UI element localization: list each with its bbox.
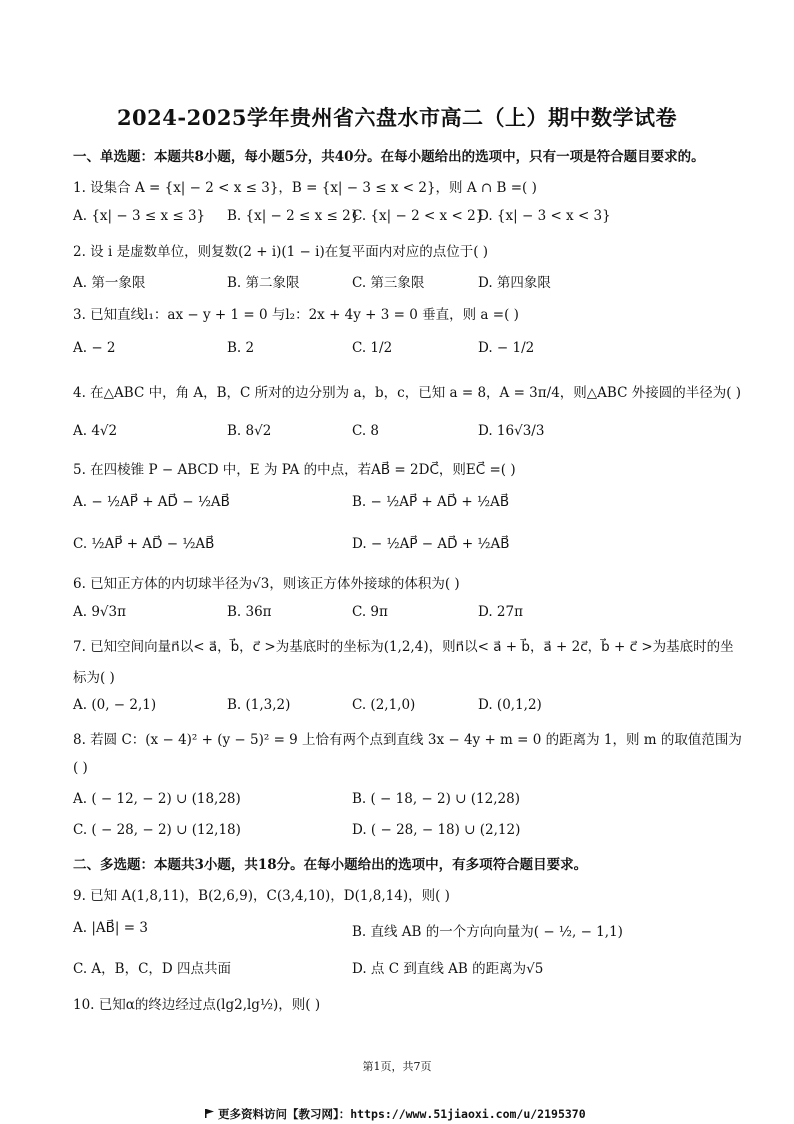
question-1-option-b: B. {x| − 2 ≤ x ≤ 2} xyxy=(227,208,360,224)
question-6-stem: 6. 已知正方体的内切球半径为√3，则该正方体外接球的体积为( ) xyxy=(73,576,460,592)
question-8-option-b: B. ( − 18, − 2) ∪ (12,28) xyxy=(352,791,520,807)
question-10-stem: 10. 已知α的终边经过点(lg2,lg½)，则( ) xyxy=(73,997,321,1013)
question-2-option-d: D. 第四象限 xyxy=(478,275,551,291)
question-2-stem: 2. 设 i 是虚数单位，则复数(2 + i)(1 − i)在复平面内对应的点位于( ) xyxy=(73,244,489,260)
page-title: 2024-2025学年贵州省六盘水市高二（上）期中数学试卷 xyxy=(116,105,678,130)
question-7-stem-continued: 标为( ) xyxy=(73,670,115,686)
question-4-option-d: D. 16√3/3 xyxy=(478,423,545,439)
question-2-option-c: C. 第三象限 xyxy=(352,275,425,291)
page-number: 第1页，共7页 xyxy=(362,1060,432,1073)
flag-icon xyxy=(205,1109,214,1118)
question-1-option-d: D. {x| − 3 < x < 3} xyxy=(478,208,611,224)
question-7-stem: 7. 已知空间向量n⃗以< a⃗，b⃗，c⃗ >为基底时的坐标为(1,2,4)，则n⃗以< a⃗ + b⃗，a⃗ + 2c⃗，b⃗ + c⃗ >为基底时的坐 xyxy=(73,639,734,655)
question-4-option-a: A. 4√2 xyxy=(73,423,118,439)
question-1-option-a: A. {x| − 3 ≤ x ≤ 3} xyxy=(73,208,206,224)
question-3-option-d: D. − 1/2 xyxy=(478,340,535,356)
question-5-option-a: A. − ½AP⃗ + AD⃗ − ½AB⃗ xyxy=(73,494,230,510)
question-5-option-b: B. − ½AP⃗ + AD⃗ + ½AB⃗ xyxy=(352,494,510,510)
section-multiple-choice-heading: 二、多选题：本题共3小题，共18分。在每小题给出的选项中，有多项符合题目要求。 xyxy=(73,857,588,873)
question-4-option-b: B. 8√2 xyxy=(227,423,272,439)
question-1-option-c: C. {x| − 2 < x < 2} xyxy=(352,208,485,224)
question-5-option-c: C. ½AP⃗ + AD⃗ − ½AB⃗ xyxy=(73,536,215,552)
question-2-option-b: B. 第二象限 xyxy=(227,275,300,291)
question-8-stem-continued: ( ) xyxy=(73,760,88,776)
question-5-option-d: D. − ½AP⃗ − AD⃗ + ½AB⃗ xyxy=(352,536,510,552)
question-9-option-c: C. A，B，C，D 四点共面 xyxy=(73,961,232,977)
question-6-option-c: C. 9π xyxy=(352,604,388,620)
question-3-stem: 3. 已知直线l₁：ax − y + 1 = 0 与l₂：2x + 4y + 3 = 0 垂直，则 a =( ) xyxy=(73,307,519,323)
resource-link-text[interactable]: 更多资料访问【教习网】：https://www.51jiaoxi.com/u/2195370 xyxy=(218,1107,586,1121)
question-4-stem: 4. 在△ABC 中，角 A，B，C 所对的边分别为 a，b，c，已知 a = 8，A = 3π/4，则△ABC 外接圆的半径为( ) xyxy=(73,385,742,401)
question-8-stem: 8. 若圆 C：(x − 4)² + (y − 5)² = 9 上恰有两个点到直线 3x − 4y + m = 0 的距离为 1，则 m 的取值范围为 xyxy=(73,732,742,748)
question-6-option-a: A. 9√3π xyxy=(73,604,126,620)
resource-link[interactable] xyxy=(205,1106,586,1122)
question-7-option-d: D. (0,1,2) xyxy=(478,697,542,713)
question-8-option-a: A. ( − 12, − 2) ∪ (18,28) xyxy=(73,791,241,807)
question-9-stem: 9. 已知 A(1,8,11)，B(2,6,9)，C(3,4,10)，D(1,8,14)，则( ) xyxy=(73,888,450,904)
question-9-option-b: B. 直线 AB 的一个方向向量为( − ½, − 1,1) xyxy=(352,924,623,940)
question-1-stem: 1. 设集合 A = {x| − 2 < x ≤ 3}，B = {x| − 3 ≤ x < 2}，则 A ∩ B =( ) xyxy=(73,180,537,196)
question-7-option-b: B. (1,3,2) xyxy=(227,697,291,713)
section-single-choice-heading: 一、单选题：本题共8小题，每小题5分，共40分。在每小题给出的选项中，只有一项是符合题目要求的。 xyxy=(73,149,705,165)
question-8-option-d: D. ( − 28, − 18) ∪ (2,12) xyxy=(352,822,521,838)
question-9-option-a: A. |AB⃗| = 3 xyxy=(73,920,148,936)
question-5-stem: 5. 在四棱锥 P − ABCD 中，E 为 PA 的中点，若AB⃗ = 2DC⃗，则EC⃗ =( ) xyxy=(73,462,516,478)
question-2-option-a: A. 第一象限 xyxy=(73,275,146,291)
question-9-option-d: D. 点 C 到直线 AB 的距离为√5 xyxy=(352,961,544,977)
question-7-option-a: A. (0, − 2,1) xyxy=(73,697,157,713)
question-8-option-c: C. ( − 28, − 2) ∪ (12,18) xyxy=(73,822,241,838)
question-3-option-c: C. 1/2 xyxy=(352,340,393,356)
question-7-option-c: C. (2,1,0) xyxy=(352,697,416,713)
question-3-option-b: B. 2 xyxy=(227,340,255,356)
question-3-option-a: A. − 2 xyxy=(73,340,116,356)
question-6-option-b: B. 36π xyxy=(227,604,272,620)
question-4-option-c: C. 8 xyxy=(352,423,380,439)
question-6-option-d: D. 27π xyxy=(478,604,523,620)
